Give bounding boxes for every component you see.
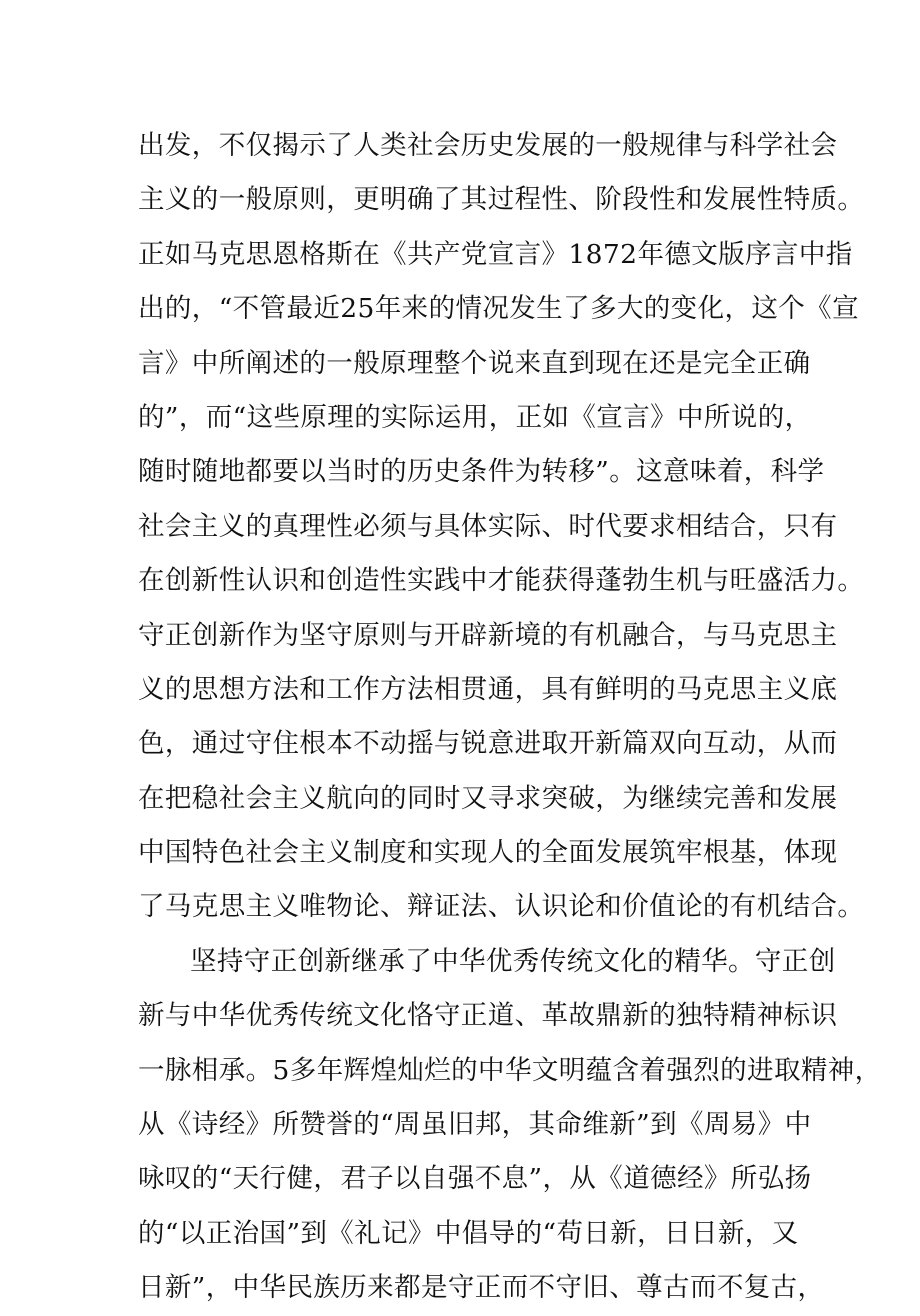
text-line: 正如马克思恩格斯在《共产党宣言》1872年德文版序言中指 — [138, 238, 853, 270]
text-line: 守正创新作为坚守原则与开辟新境的有机融合，与马克思主 — [138, 619, 838, 651]
text-line: 的”，而“这些原理的实际运用，正如《宣言》中所说的， — [138, 401, 812, 433]
text-line: 色，通过守住根本不动摇与锐意进取开新篇双向互动，从而 — [138, 728, 838, 760]
text-line: 从《诗经》所赞誉的“周虽旧邦，其命维新”到《周易》中 — [138, 1109, 812, 1141]
text-line: 社会主义的真理性必须与具体实际、时代要求相结合，只有 — [138, 510, 838, 542]
text-line: 义的思想方法和工作方法相贯通，具有鲜明的马克思主义底 — [138, 673, 838, 705]
text-line: 新与中华优秀传统文化恪守正道、革故鼎新的独特精神标识 — [138, 1000, 838, 1032]
text-line: 在把稳社会主义航向的同时又寻求突破，为继续完善和发展 — [138, 782, 838, 814]
text-line: 出的，“不管最近25年来的情况发生了多大的变化，这个《宣 — [138, 293, 859, 325]
text-line: 日新”，中华民族历来都是守正而不守旧、尊古而不复古， — [138, 1272, 825, 1304]
text-line: 言》中所阐述的一般原理整个说来直到现在还是完全正确 — [138, 347, 811, 379]
text-line: 一脉相承。5多年辉煌灿烂的中华文明蕴含着强烈的进取精神， — [138, 1054, 882, 1086]
body-text — [138, 119, 882, 1316]
text-line: 随时随地都要以当时的历史条件为转移”。这意味着，科学 — [138, 456, 825, 488]
text-line: 出发，不仅揭示了人类社会历史发展的一般规律与科学社会 — [138, 130, 838, 161]
text-line: 咏叹的“天行健，君子以自强不息”，从《道德经》所弘扬 — [138, 1163, 812, 1195]
paragraph-first-line: 坚持守正创新继承了中华优秀传统文化的精华。守正创 — [190, 945, 836, 977]
text-line: 了马克思主义唯物论、辩证法、认识论和价值论的有机结合。 — [138, 891, 865, 923]
text-line: 在创新性认识和创造性实践中才能获得蓬勃生机与旺盛活力。 — [138, 565, 865, 597]
text-line: 的“以正治国”到《礼记》中倡导的“苟日新，日日新，又 — [138, 1217, 799, 1249]
text-line: 主义的一般原则，更明确了其过程性、阶段性和发展性特质。 — [138, 184, 865, 216]
text-line: 中国特色社会主义制度和实现人的全面发展筑牢根基，体现 — [138, 837, 838, 869]
